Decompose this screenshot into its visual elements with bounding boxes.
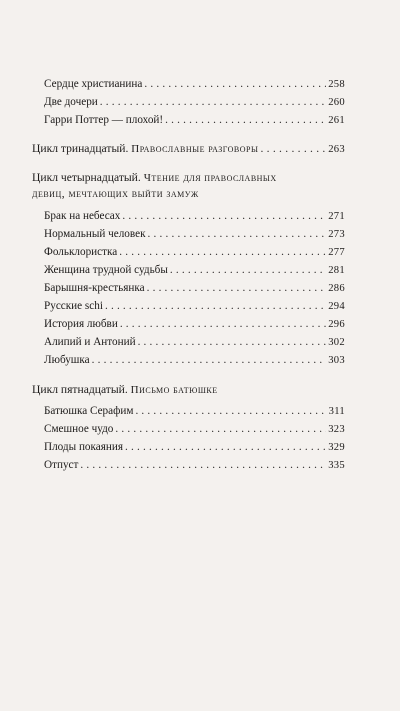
- cycle-name-continued: девиц, мечтающих выйти замуж: [32, 187, 199, 200]
- toc-entry-page: 311: [328, 406, 345, 417]
- toc-entry-page: 273: [328, 229, 345, 240]
- toc-entry-title: Сердце христианина: [44, 78, 143, 90]
- dot-leader: [92, 354, 327, 367]
- dot-leader: [115, 423, 326, 436]
- cycle-label: Цикл пятнадцатый.: [32, 383, 128, 396]
- dot-leader: [170, 264, 326, 277]
- toc-entry[interactable]: [44, 264, 345, 277]
- toc-entry-page: 294: [328, 301, 345, 312]
- toc-entry-title: Любушка: [44, 354, 90, 366]
- dot-leader: [165, 114, 326, 127]
- toc-entry[interactable]: [44, 78, 345, 91]
- toc-entry-page: 335: [328, 460, 345, 471]
- toc-entry-title: Русские schi: [44, 300, 103, 312]
- toc-entry-page: 263: [328, 144, 345, 155]
- toc-cycle-heading: [32, 383, 218, 397]
- toc-cycle-heading[interactable]: [32, 142, 345, 156]
- toc-entry[interactable]: [44, 246, 345, 259]
- toc-entry[interactable]: [44, 282, 345, 295]
- dot-leader: [80, 459, 326, 472]
- toc-entry-page: 296: [328, 319, 345, 330]
- cycle-name: Письмо батюшке: [130, 384, 218, 396]
- toc-entry[interactable]: [44, 441, 345, 454]
- toc-entry-page: 286: [328, 283, 345, 294]
- dot-leader: [135, 405, 326, 418]
- toc-entry-page: 323: [328, 424, 345, 435]
- toc-entry-title: История любви: [44, 318, 118, 330]
- toc-entry-title: Батюшка Серафим: [44, 405, 134, 417]
- toc-entry-title: Женщина трудной судьбы: [44, 264, 168, 276]
- toc-entry[interactable]: [44, 318, 345, 331]
- toc-entry-page: 302: [328, 337, 345, 348]
- toc-entry[interactable]: [44, 354, 345, 367]
- dot-leader: [260, 142, 326, 155]
- cycle-name: Православные разговоры: [131, 143, 259, 155]
- toc-entry-page: 329: [328, 442, 345, 453]
- dot-leader: [125, 441, 326, 454]
- dot-leader: [119, 246, 326, 259]
- dot-leader: [144, 78, 326, 91]
- dot-leader: [148, 228, 327, 241]
- toc-entry[interactable]: [44, 228, 345, 241]
- toc-entry-page: 258: [328, 79, 345, 90]
- cycle-name: Чтение для православных: [143, 172, 277, 184]
- toc-cycle-heading: [32, 171, 277, 185]
- toc-entry[interactable]: [44, 336, 345, 349]
- toc-entry-page: 277: [328, 247, 345, 258]
- toc-entry-title: Брак на небесах: [44, 210, 121, 222]
- toc-entry-title: Барышня-крестьянка: [44, 282, 145, 294]
- toc-entry-title: Смешное чудо: [44, 423, 114, 435]
- cycle-label: Цикл четырнадцатый.: [32, 171, 141, 184]
- dot-leader: [122, 210, 326, 223]
- toc-entry[interactable]: [44, 405, 345, 418]
- toc-entry[interactable]: [44, 96, 345, 109]
- toc-entry-title: Отпуст: [44, 459, 79, 471]
- toc-entry-title: Фольклористка: [44, 246, 118, 258]
- toc-entry[interactable]: [44, 114, 345, 127]
- cycle-label: Цикл тринадцатый.: [32, 142, 129, 155]
- dot-leader: [147, 282, 327, 295]
- toc-entry[interactable]: [44, 300, 345, 313]
- toc-entry[interactable]: [44, 423, 345, 436]
- toc-entry-page: 271: [328, 211, 345, 222]
- toc-entry-page: 303: [328, 355, 345, 366]
- toc-entry-title: Две дочери: [44, 96, 98, 108]
- dot-leader: [138, 336, 327, 349]
- dot-leader: [120, 318, 326, 331]
- toc-entry[interactable]: [44, 459, 345, 472]
- cycle-title: [32, 142, 258, 156]
- toc-entry-title: Плоды покаяния: [44, 441, 124, 453]
- dot-leader: [100, 96, 326, 109]
- toc-entry-title: Нормальный человек: [44, 228, 146, 240]
- dot-leader: [105, 300, 326, 313]
- toc-entry-page: 260: [328, 97, 345, 108]
- toc-entry[interactable]: [44, 210, 345, 223]
- toc-entry-title: Гарри Поттер — плохой!: [44, 114, 164, 126]
- toc-entry-title: Алипий и Антоний: [44, 336, 136, 348]
- toc-entry-page: 261: [328, 115, 345, 126]
- toc-entry-page: 281: [328, 265, 345, 276]
